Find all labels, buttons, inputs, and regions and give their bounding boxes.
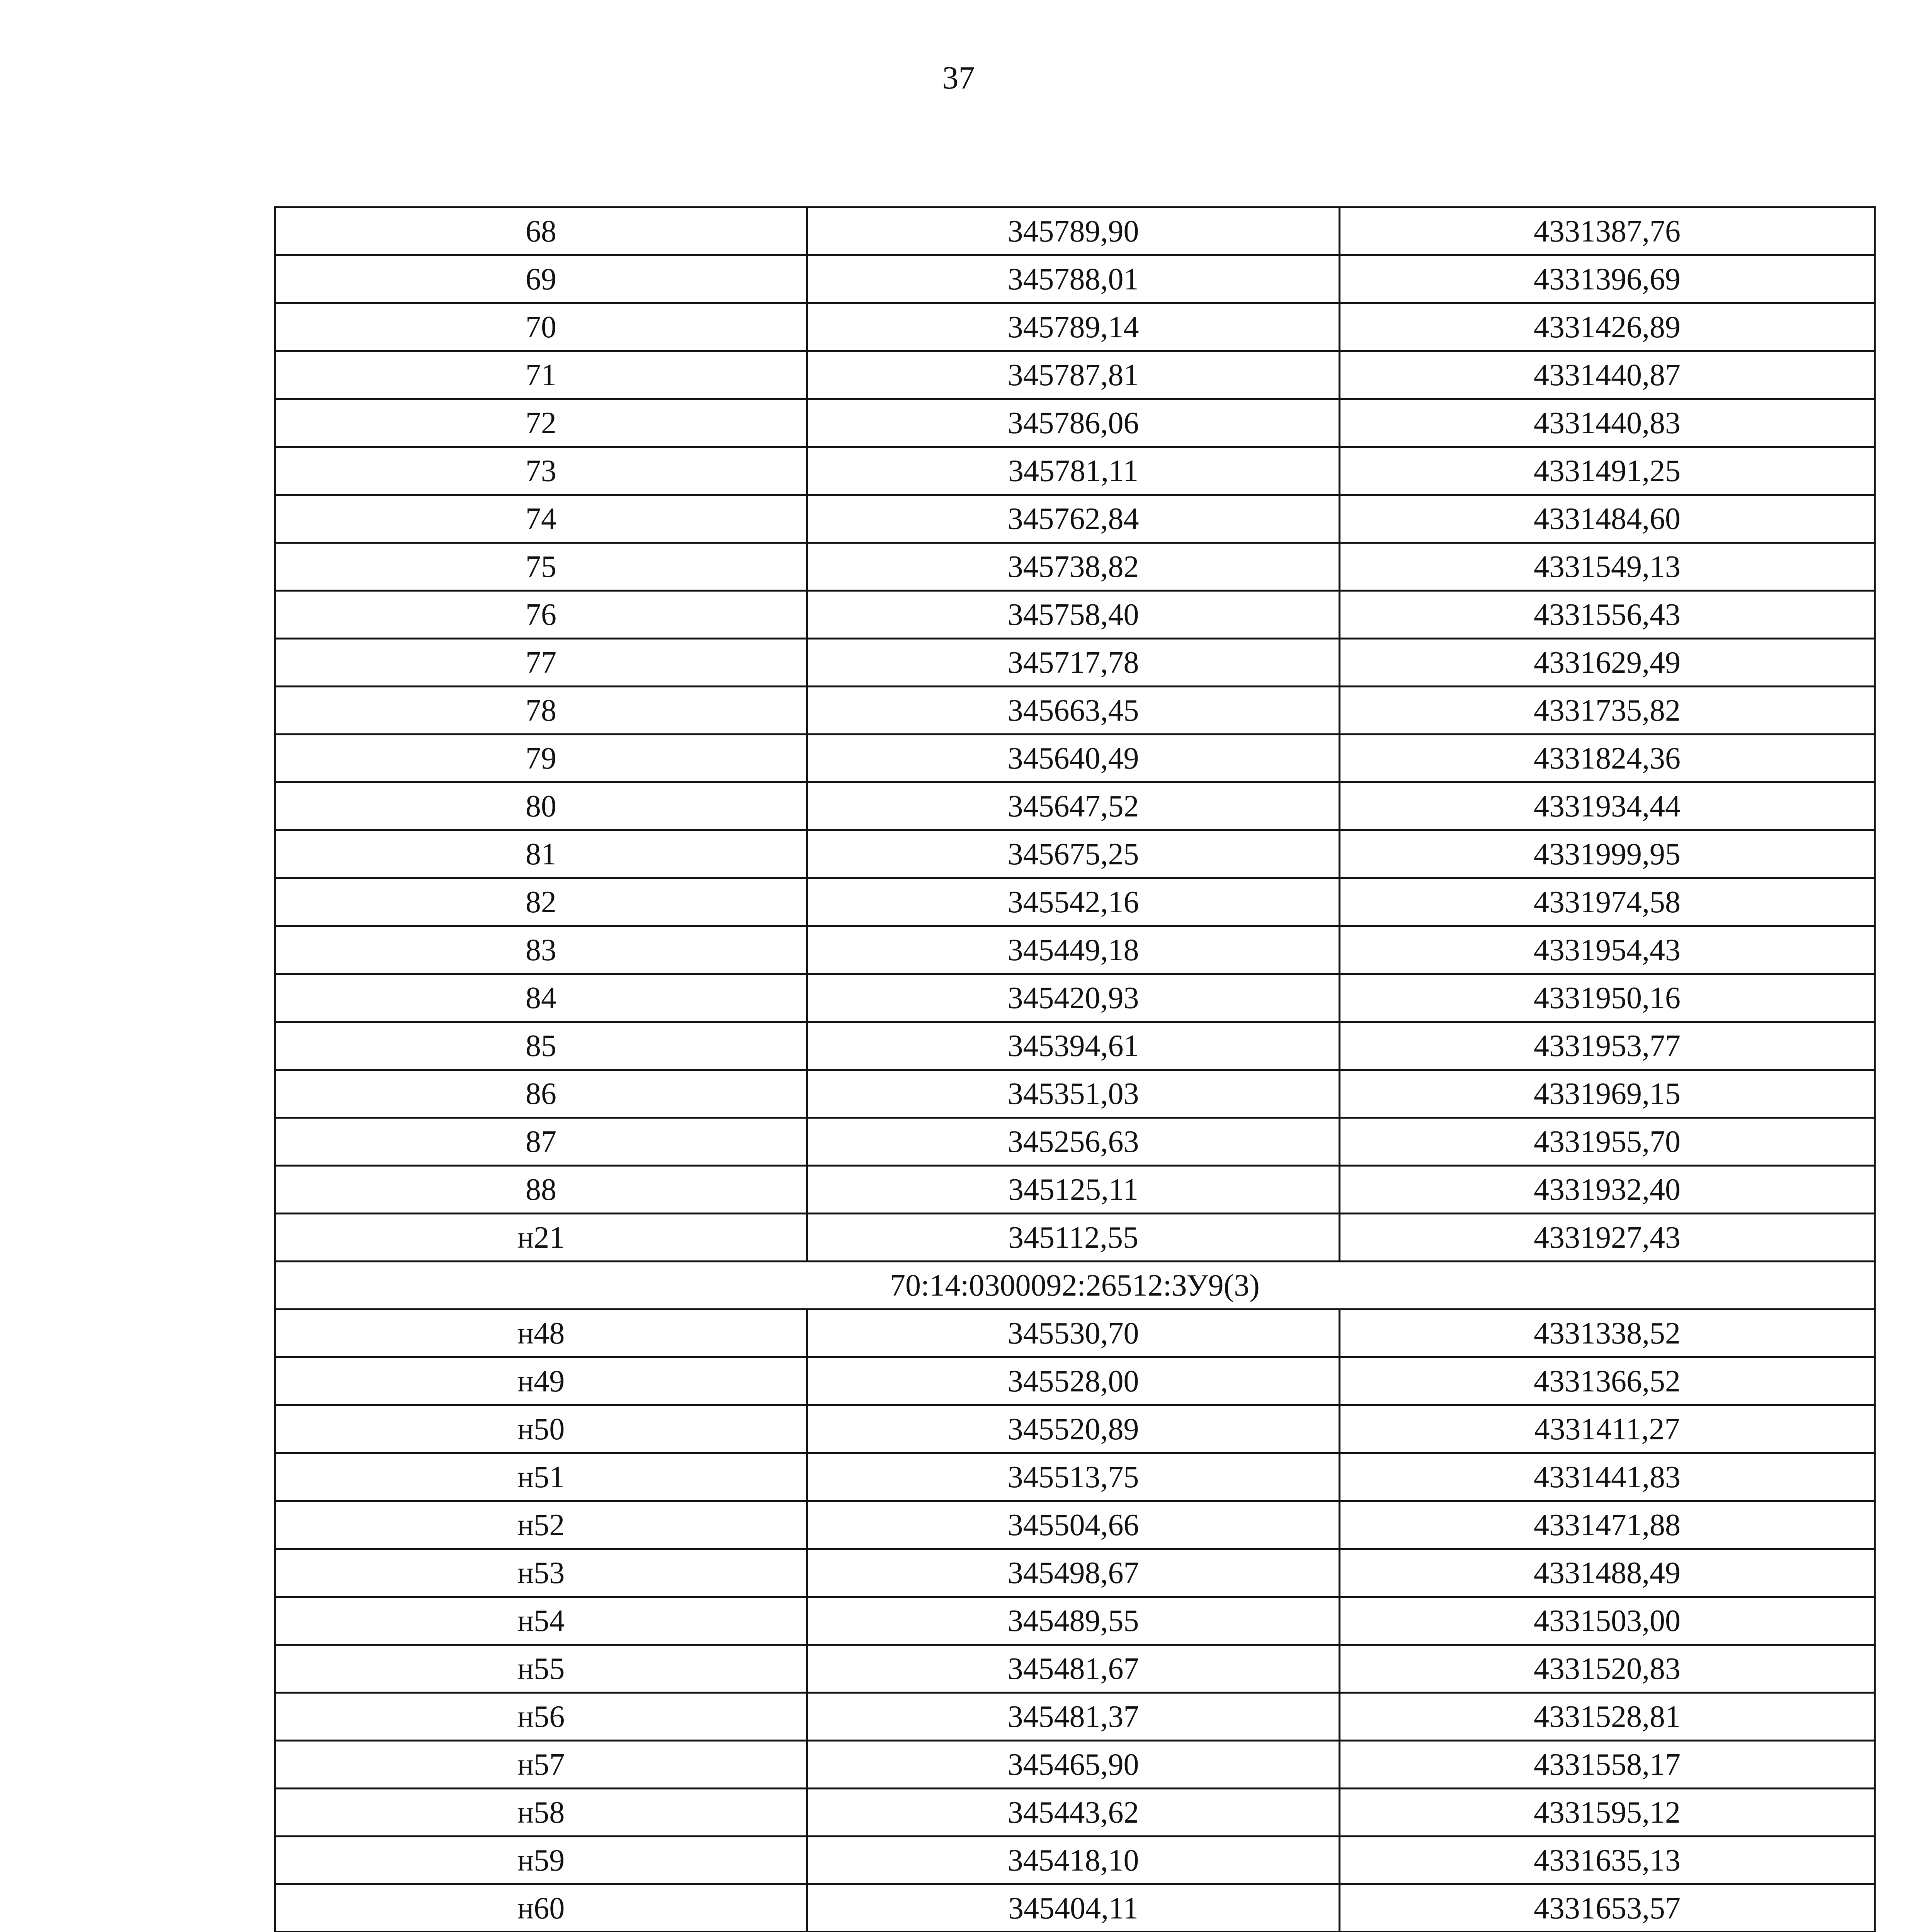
- y-coordinate-cell: 4331440,87: [1340, 351, 1875, 399]
- table-row: [275, 447, 1875, 495]
- x-coordinate-cell: 345481,67: [807, 1645, 1340, 1693]
- table-row: [275, 1501, 1875, 1549]
- table-row: [275, 735, 1875, 782]
- point-number-cell: 83: [275, 926, 807, 974]
- point-number-cell: 80: [275, 782, 807, 830]
- x-coordinate-cell: 345420,93: [807, 974, 1340, 1022]
- x-coordinate-cell: 345528,00: [807, 1357, 1340, 1405]
- x-coordinate-cell: 345787,81: [807, 351, 1340, 399]
- table-row: [275, 1453, 1875, 1501]
- table-row: [275, 1310, 1875, 1357]
- x-coordinate-cell: 345675,25: [807, 830, 1340, 878]
- x-coordinate-cell: 345738,82: [807, 543, 1340, 591]
- y-coordinate-cell: 4331558,17: [1340, 1741, 1875, 1789]
- table-row: [275, 1837, 1875, 1884]
- point-number-cell: 78: [275, 687, 807, 735]
- y-coordinate-cell: 4331953,77: [1340, 1022, 1875, 1070]
- y-coordinate-cell: 4331520,83: [1340, 1645, 1875, 1693]
- y-coordinate-cell: 4331653,57: [1340, 1884, 1875, 1932]
- y-coordinate-cell: 4331999,95: [1340, 830, 1875, 878]
- y-coordinate-cell: 4331595,12: [1340, 1789, 1875, 1837]
- table-row: [275, 1357, 1875, 1405]
- y-coordinate-cell: 4331954,43: [1340, 926, 1875, 974]
- x-coordinate-cell: 345647,52: [807, 782, 1340, 830]
- x-coordinate-cell: 345513,75: [807, 1453, 1340, 1501]
- table-row: [275, 1022, 1875, 1070]
- table-row: [275, 974, 1875, 1022]
- x-coordinate-cell: 345789,90: [807, 207, 1340, 255]
- table-row: [275, 1693, 1875, 1741]
- point-number-cell: 70: [275, 303, 807, 351]
- table-row: [275, 687, 1875, 735]
- x-coordinate-cell: 345418,10: [807, 1837, 1340, 1884]
- point-number-cell: 75: [275, 543, 807, 591]
- y-coordinate-cell: 4331484,60: [1340, 495, 1875, 543]
- point-number-cell: н48: [275, 1310, 807, 1357]
- point-number-cell: н21: [275, 1214, 807, 1262]
- table-row: [275, 207, 1875, 255]
- x-coordinate-cell: 345762,84: [807, 495, 1340, 543]
- y-coordinate-cell: 4331932,40: [1340, 1166, 1875, 1214]
- parcel-id-cell: 70:14:0300092:26512:ЗУ9(3): [275, 1262, 1875, 1310]
- y-coordinate-cell: 4331488,49: [1340, 1549, 1875, 1597]
- page-number: 37: [942, 60, 975, 96]
- point-number-cell: н54: [275, 1597, 807, 1645]
- x-coordinate-cell: 345530,70: [807, 1310, 1340, 1357]
- x-coordinate-cell: 345125,11: [807, 1166, 1340, 1214]
- table-row: [275, 878, 1875, 926]
- x-coordinate-cell: 345481,37: [807, 1693, 1340, 1741]
- point-number-cell: н49: [275, 1357, 807, 1405]
- y-coordinate-cell: 4331824,36: [1340, 735, 1875, 782]
- table-row: [275, 255, 1875, 303]
- x-coordinate-cell: 345351,03: [807, 1070, 1340, 1118]
- point-number-cell: 73: [275, 447, 807, 495]
- table-row: [275, 1645, 1875, 1693]
- y-coordinate-cell: 4331556,43: [1340, 591, 1875, 639]
- point-number-cell: н55: [275, 1645, 807, 1693]
- y-coordinate-cell: 4331934,44: [1340, 782, 1875, 830]
- y-coordinate-cell: 4331440,83: [1340, 399, 1875, 447]
- x-coordinate-cell: 345404,11: [807, 1884, 1340, 1932]
- x-coordinate-cell: 345112,55: [807, 1214, 1340, 1262]
- x-coordinate-cell: 345443,62: [807, 1789, 1340, 1837]
- point-number-cell: 81: [275, 830, 807, 878]
- y-coordinate-cell: 4331426,89: [1340, 303, 1875, 351]
- y-coordinate-cell: 4331950,16: [1340, 974, 1875, 1022]
- point-number-cell: н57: [275, 1741, 807, 1789]
- point-number-cell: 84: [275, 974, 807, 1022]
- x-coordinate-cell: 345504,66: [807, 1501, 1340, 1549]
- y-coordinate-cell: 4331969,15: [1340, 1070, 1875, 1118]
- table-row: [275, 543, 1875, 591]
- point-number-cell: 87: [275, 1118, 807, 1166]
- x-coordinate-cell: 345640,49: [807, 735, 1340, 782]
- point-number-cell: н56: [275, 1693, 807, 1741]
- x-coordinate-cell: 345498,67: [807, 1549, 1340, 1597]
- point-number-cell: 79: [275, 735, 807, 782]
- y-coordinate-cell: 4331635,13: [1340, 1837, 1875, 1884]
- point-number-cell: 85: [275, 1022, 807, 1070]
- coordinates-table-body: [275, 207, 1875, 1932]
- point-number-cell: 86: [275, 1070, 807, 1118]
- y-coordinate-cell: 4331735,82: [1340, 687, 1875, 735]
- y-coordinate-cell: 4331396,69: [1340, 255, 1875, 303]
- point-number-cell: 76: [275, 591, 807, 639]
- table-row: [275, 1789, 1875, 1837]
- point-number-cell: н59: [275, 1837, 807, 1884]
- point-number-cell: 68: [275, 207, 807, 255]
- x-coordinate-cell: 345789,14: [807, 303, 1340, 351]
- point-number-cell: 72: [275, 399, 807, 447]
- x-coordinate-cell: 345449,18: [807, 926, 1340, 974]
- point-number-cell: н53: [275, 1549, 807, 1597]
- x-coordinate-cell: 345489,55: [807, 1597, 1340, 1645]
- x-coordinate-cell: 345788,01: [807, 255, 1340, 303]
- table-row: [275, 1549, 1875, 1597]
- parcel-section-row: [275, 1262, 1875, 1310]
- table-row: [275, 1741, 1875, 1789]
- y-coordinate-cell: 4331528,81: [1340, 1693, 1875, 1741]
- y-coordinate-cell: 4331491,25: [1340, 447, 1875, 495]
- x-coordinate-cell: 345394,61: [807, 1022, 1340, 1070]
- y-coordinate-cell: 4331471,88: [1340, 1501, 1875, 1549]
- table-row: [275, 926, 1875, 974]
- y-coordinate-cell: 4331955,70: [1340, 1118, 1875, 1166]
- point-number-cell: 74: [275, 495, 807, 543]
- y-coordinate-cell: 4331387,76: [1340, 207, 1875, 255]
- table-row: [275, 303, 1875, 351]
- table-row: [275, 399, 1875, 447]
- x-coordinate-cell: 345465,90: [807, 1741, 1340, 1789]
- point-number-cell: 77: [275, 639, 807, 687]
- table-row: [275, 1070, 1875, 1118]
- x-coordinate-cell: 345542,16: [807, 878, 1340, 926]
- x-coordinate-cell: 345256,63: [807, 1118, 1340, 1166]
- x-coordinate-cell: 345663,45: [807, 687, 1340, 735]
- y-coordinate-cell: 4331549,13: [1340, 543, 1875, 591]
- table-row: [275, 830, 1875, 878]
- y-coordinate-cell: 4331411,27: [1340, 1405, 1875, 1453]
- table-row: [275, 1884, 1875, 1932]
- point-number-cell: 82: [275, 878, 807, 926]
- table-row: [275, 1597, 1875, 1645]
- point-number-cell: н50: [275, 1405, 807, 1453]
- y-coordinate-cell: 4331927,43: [1340, 1214, 1875, 1262]
- table-row: [275, 1214, 1875, 1262]
- point-number-cell: н58: [275, 1789, 807, 1837]
- table-row: [275, 1166, 1875, 1214]
- x-coordinate-cell: 345717,78: [807, 639, 1340, 687]
- y-coordinate-cell: 4331503,00: [1340, 1597, 1875, 1645]
- table-row: [275, 782, 1875, 830]
- point-number-cell: н51: [275, 1453, 807, 1501]
- point-number-cell: 88: [275, 1166, 807, 1214]
- point-number-cell: 69: [275, 255, 807, 303]
- point-number-cell: н52: [275, 1501, 807, 1549]
- coordinates-table: [274, 206, 1876, 1932]
- point-number-cell: н60: [275, 1884, 807, 1932]
- y-coordinate-cell: 4331974,58: [1340, 878, 1875, 926]
- table-row: [275, 495, 1875, 543]
- y-coordinate-cell: 4331441,83: [1340, 1453, 1875, 1501]
- table-row: [275, 1118, 1875, 1166]
- x-coordinate-cell: 345786,06: [807, 399, 1340, 447]
- y-coordinate-cell: 4331366,52: [1340, 1357, 1875, 1405]
- table-row: [275, 639, 1875, 687]
- table-row: [275, 591, 1875, 639]
- table-row: [275, 1405, 1875, 1453]
- table-row: [275, 351, 1875, 399]
- y-coordinate-cell: 4331629,49: [1340, 639, 1875, 687]
- x-coordinate-cell: 345520,89: [807, 1405, 1340, 1453]
- y-coordinate-cell: 4331338,52: [1340, 1310, 1875, 1357]
- x-coordinate-cell: 345758,40: [807, 591, 1340, 639]
- point-number-cell: 71: [275, 351, 807, 399]
- x-coordinate-cell: 345781,11: [807, 447, 1340, 495]
